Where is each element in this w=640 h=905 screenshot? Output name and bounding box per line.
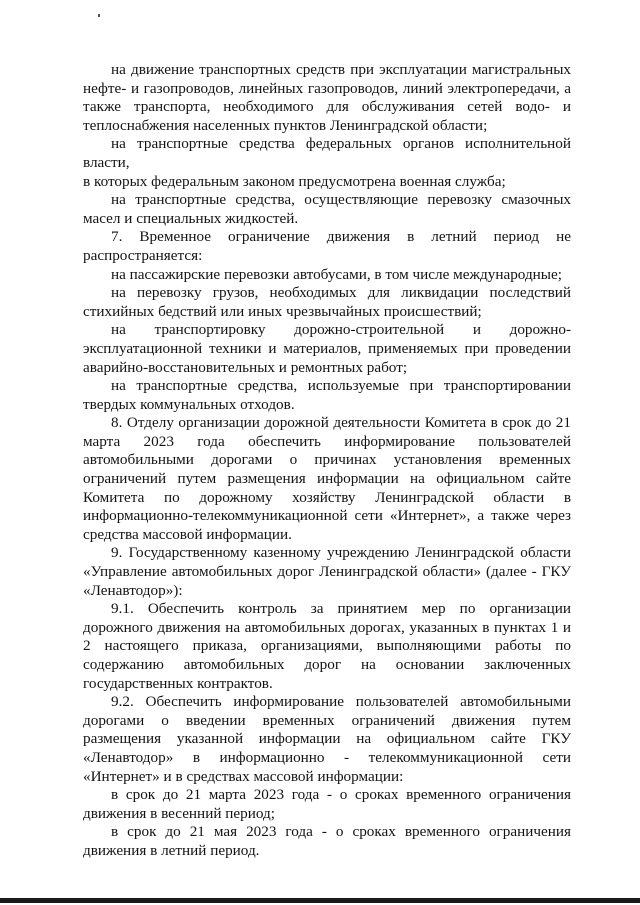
paragraph-item-9-1: 9.1. Обеспечить контроль за принятием мер по организации дорожного движения на автомобильных дорогах, указанных в пунктах 1 и 2 настоящего приказа, организациями, выполняющими работы по содержанию автомобильных дорог на основании заключенных государственных контрактов. — [83, 600, 571, 692]
paragraph-item-9-2: 9.2. Обеспечить информирование пользователей автомобильными дорогами о введении временных ограничений движения путем размещения указанной информации на официальном сайте ГКУ «Ленавтодор» в информационно - телекоммуникационной сети «Интернет» и в средствах массовой информации: — [83, 693, 571, 785]
paragraph-item-9: 9. Государственному казенному учреждению Ленинградской области «Управление автомобильных дорог Ленинградской области» (далее - ГКУ «Ленавтодор»): — [83, 544, 571, 599]
document-body — [83, 61, 571, 861]
scan-mark — [98, 14, 100, 17]
paragraph-summer-deadline: в срок до 21 мая 2023 года - о сроках временного ограничения движения в летний период. — [83, 823, 571, 859]
paragraph-item-7: 7. Временное ограничение движения в летний период не распространяется: — [83, 228, 571, 264]
paragraph-item-8: 8. Отделу организации дорожной деятельности Комитета в срок до 21 марта 2023 года обеспечить информирование пользователей автомобильными дорогами о причинах установления временных ограничений путем размещения информации на официальном сайте Комитета по дорожному хозяйству Ленинградской области в информационно-телекоммуникационной сети «Интернет», а также через средства массовой информации. — [83, 414, 571, 543]
paragraph-solid-waste: на транспортные средства, используемые при транспортировании твердых коммунальных отходов. — [83, 377, 571, 413]
paragraph-pipeline-transport: на движение транспортных средств при эксплуатации магистральных нефте- и газопроводов, линейных газопроводов, линий электропередачи, а также транспорта, необходимого для обслуживания сетей водо- и теплоснабжения населенных пунктов Ленинградской области; — [83, 61, 571, 134]
paragraph-military-service: в которых федеральным законом предусмотрена военная служба; — [83, 172, 506, 190]
paragraph-road-machinery: на транспортировку дорожно-строительной и дорожно-эксплуатационной техники и материалов, применяемых при проведении аварийно-восстановительных и ремонтных работ; — [83, 321, 571, 376]
paragraph-federal-bodies: на транспортные средства федеральных органов исполнительной власти, — [83, 135, 571, 171]
paragraph-lubricants: на транспортные средства, осуществляющие перевозку смазочных масел и специальных жидкостей. — [83, 191, 571, 227]
bottom-divider — [0, 898, 640, 903]
paragraph-passenger-buses: на пассажирские перевозки автобусами, в том числе международные; — [111, 265, 562, 283]
paragraph-disaster-cargo: на перевозку грузов, необходимых для ликвидации последствий стихийных бедствий или иных чрезвычайных происшествий; — [83, 284, 571, 320]
paragraph-spring-deadline: в срок до 21 марта 2023 года - о сроках временного ограничения движения в весенний период; — [83, 786, 571, 822]
